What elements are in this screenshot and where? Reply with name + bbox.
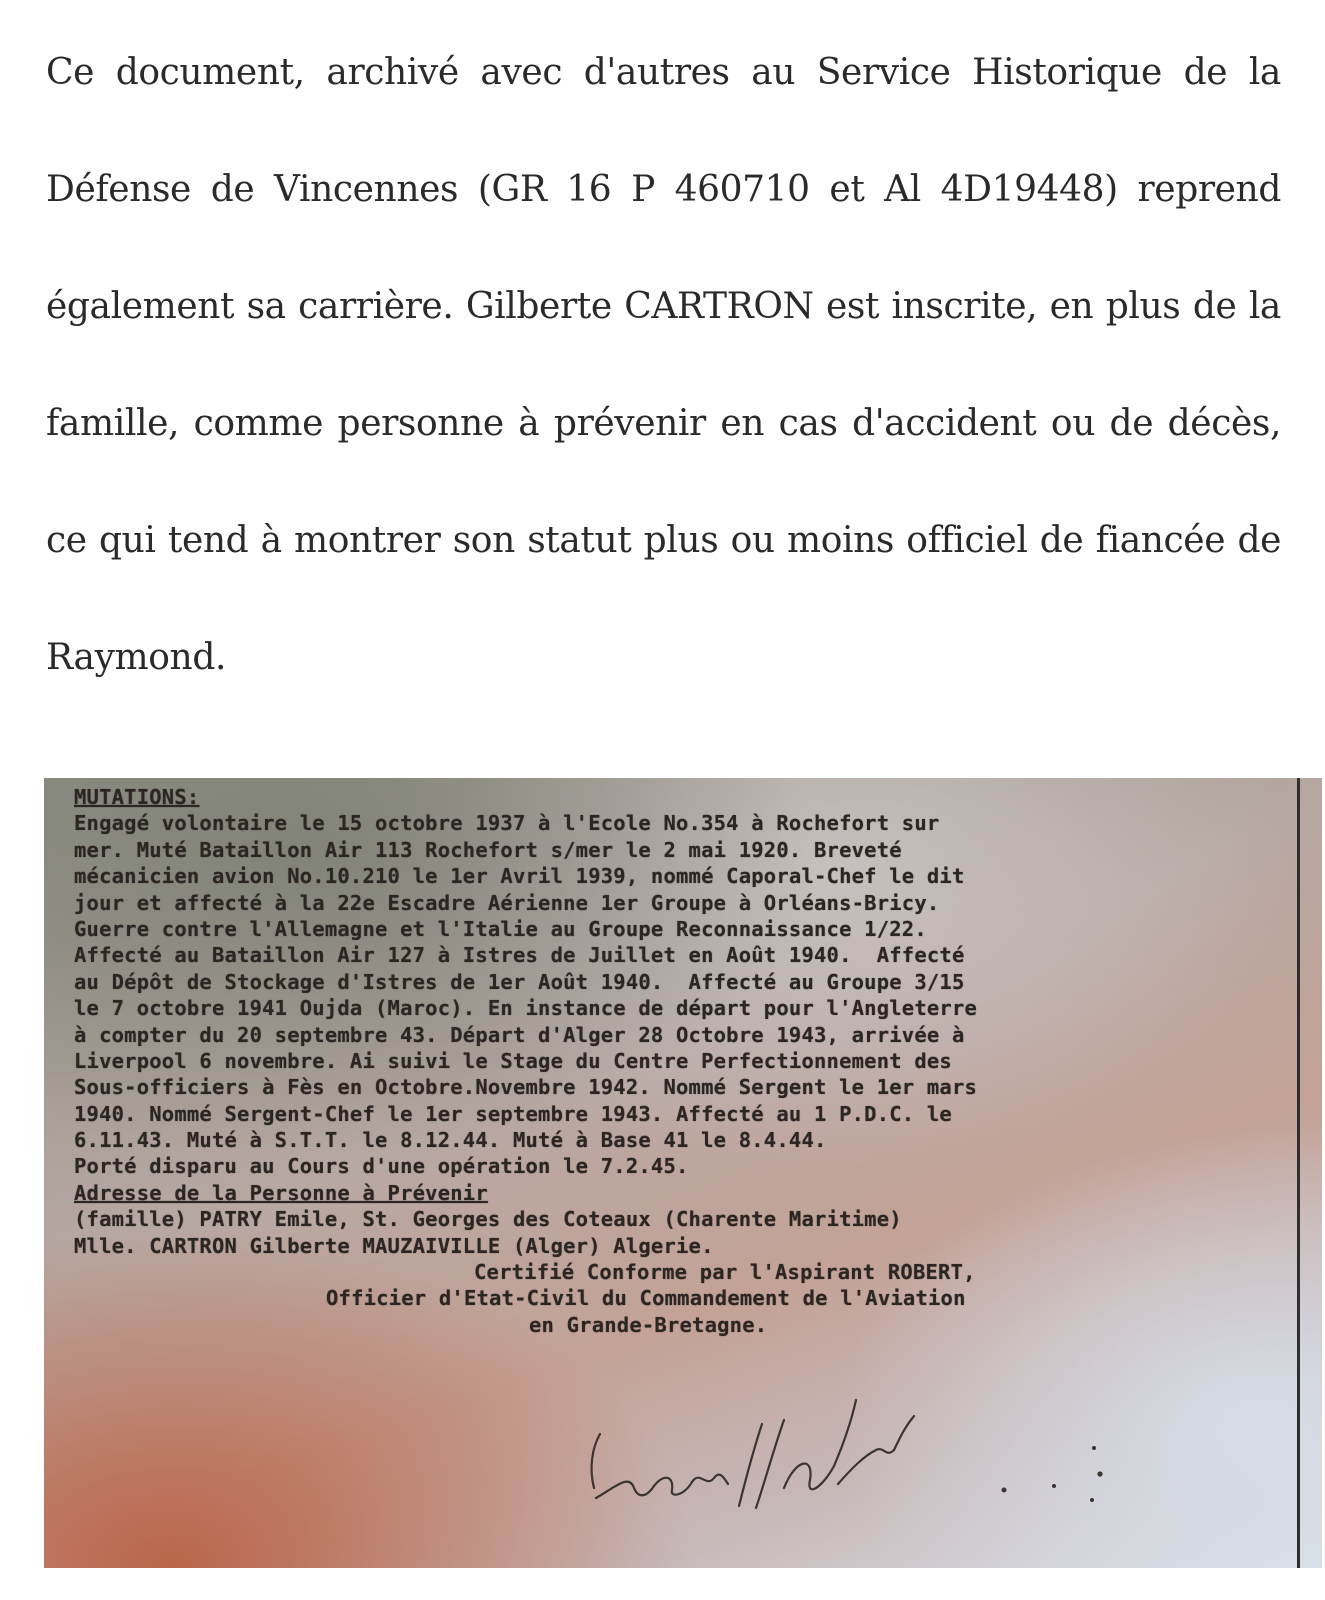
mutations-heading: MUTATIONS: [74,785,200,809]
handwritten-signature [534,1338,954,1538]
mutation-line: mécanicien avion No.10.210 le 1er Avril 1939, nommé Caporal-Chef le dit [74,864,965,889]
archive-document-photo [44,778,1322,1568]
mutation-line: Liverpool 6 novembre. Ai suivi le Stage du Centre Perfectionnement des [74,1048,952,1073]
contact-heading: Adresse de la Personne à Prévenir [74,1180,488,1205]
certification-line: en Grande-Bretagne. [529,1312,768,1337]
contact-line: (famille) PATRY Emile, St. Georges des Coteaux (Charente Maritime) [74,1207,902,1232]
mutation-line: Sous-officiers à Fès en Octobre.Novembre 1942. Nommé Sergent le 1er mars [74,1075,978,1100]
mutation-line: Affecté au Bataillon Air 127 à Istres de Juillet en Août 1940. Affecté [74,943,965,968]
mutation-line: 6.11.43. Muté à S.T.T. le 8.12.44. Muté à Base 41 le 8.4.44. [74,1128,827,1153]
mutation-line: Guerre contre l'Allemagne et l'Italie au Groupe Reconnaissance 1/22. [74,916,927,941]
mutation-line: 1940. Nommé Sergent-Chef le 1er septembre 1943. Affecté au 1 P.D.C. le [74,1101,952,1126]
mutation-line: le 7 octobre 1941 Oujda (Maroc). En instance de départ pour l'Angleterre [74,996,978,1021]
photo-edge-line [1297,778,1300,1568]
mutation-line: mer. Muté Bataillon Air 113 Rochefort s/mer le 2 mai 1920. Breveté [74,837,902,862]
mutation-line: Engagé volontaire le 15 octobre 1937 à l'Ecole No.354 à Rochefort sur [74,811,940,836]
mutation-line: jour et affecté à la 22e Escadre Aérienne 1er Groupe à Orléans-Bricy. [74,890,940,915]
mutation-line: Porté disparu au Cours d'une opération le 7.2.45. [74,1154,689,1179]
mutation-line: à compter du 20 septembre 43. Départ d'Alger 28 Octobre 1943, arrivée à [74,1022,965,1047]
certification-line: Officier d'Etat-Civil du Commandement de l'Aviation [326,1286,966,1311]
certification-line: Certifié Conforme par l'Aspirant ROBERT, [474,1260,976,1285]
ink-specks [974,1418,1124,1518]
intro-paragraph: Ce document, archivé avec d'autres au Service Historique de la Défense de Vincennes (GR 16 P 460710 et Al 4D19448) reprend également sa carrière. Gilberte CARTRON est inscrite, en plus de la famille, comme personne à prévenir en cas d'accident ou de décès, ce qui tend à montrer son statut plus ou moins officiel de fiancée de Raymond. [46,52,1281,678]
mutation-line: au Dépôt de Stockage d'Istres de 1er Août 1940. Affecté au Groupe 3/15 [74,969,965,994]
contact-line: Mlle. CARTRON Gilberte MAUZAIVILLE (Alger) Algerie. [74,1233,714,1258]
typed-record [74,784,1284,1338]
